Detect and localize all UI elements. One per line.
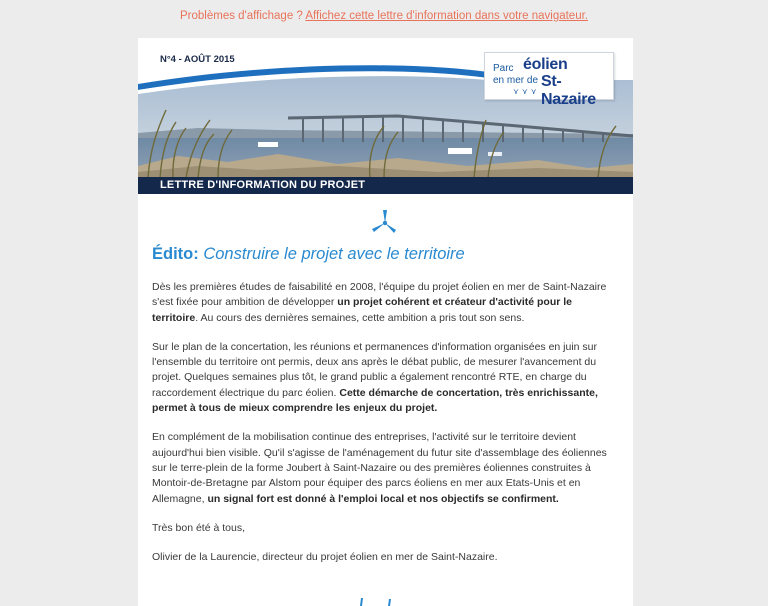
paragraph: En complément de la mobilisation continue des entreprises, l'activité sur le territoire devient aujourd'hui bien visible. Qu'il s'agisse de l'aménagement du futur site d'assemblage des éoliennes sur le terre-plein de la forme Joubert à Saint-Nazaire ou des premières éoliennes construites à Montoir-de-Bretagne par Alstom pour équiper des parcs éoliens en mer aux Etats-Unis et en Allemagne, un signal fort est donné à l'emploi local et nos objectifs se confirment. (152, 431, 607, 505)
issue-number: N°4 - AOÛT 2015 (160, 54, 235, 65)
newsletter-card (138, 38, 633, 606)
header-banner (138, 38, 633, 194)
signature: Olivier de la Laurencie, directeur du projet éolien en mer de Saint-Nazaire. (152, 551, 498, 564)
preheader (0, 10, 768, 22)
wind-turbine-icon-partial (348, 598, 408, 606)
parc-eolien-logo (484, 52, 614, 108)
greeting: Très bon été à tous, (152, 521, 245, 534)
newsletter-title-bar (138, 177, 633, 194)
paragraph: Dès les premières études de faisabilité en 2008, l'équipe du projet éolien en mer de Saint-Nazaire s'est fixée pour ambition de développer un projet cohérent et créateur d'activité pour le territoire. Au cours des dernières semaines, cette ambition a pris tout son sens. (152, 281, 607, 324)
logo-text-parc: Parc (493, 63, 514, 74)
birds-icon: ⋎⋎⋎ (513, 87, 540, 96)
logo-text-eolien: éolien (523, 56, 568, 73)
logo-text-st-nazaire: St-Nazaire (541, 73, 596, 108)
paragraph: Sur le plan de la concertation, les réunions et permanences d'information organisées en juin sur l'ensemble du territoire ont permis, deux ans après le débat public, de mesurer l'avancement du projet. Quelques semaines plus tôt, le grand public a également rencontré RTE, en charge du raccordement électrique du parc éolien. Cette démarche de concertation, très enrichissante, permet à tous de mieux comprendre les enjeux du projet. (152, 340, 598, 415)
wind-turbine-icon (370, 208, 400, 238)
edito-heading (152, 245, 465, 264)
edito-label: Édito: (152, 245, 199, 263)
edito-title: Construire le projet avec le territoire (203, 245, 465, 263)
view-in-browser-link[interactable]: Affichez cette lettre d'information dans votre navigateur. (305, 10, 588, 22)
edito-body (152, 280, 620, 579)
preheader-text: Problèmes d'affichage ? (180, 10, 306, 22)
newsletter-title: LETTRE D'INFORMATION DU PROJET (160, 179, 366, 191)
logo-text-en-mer-de: en mer de (493, 75, 539, 86)
